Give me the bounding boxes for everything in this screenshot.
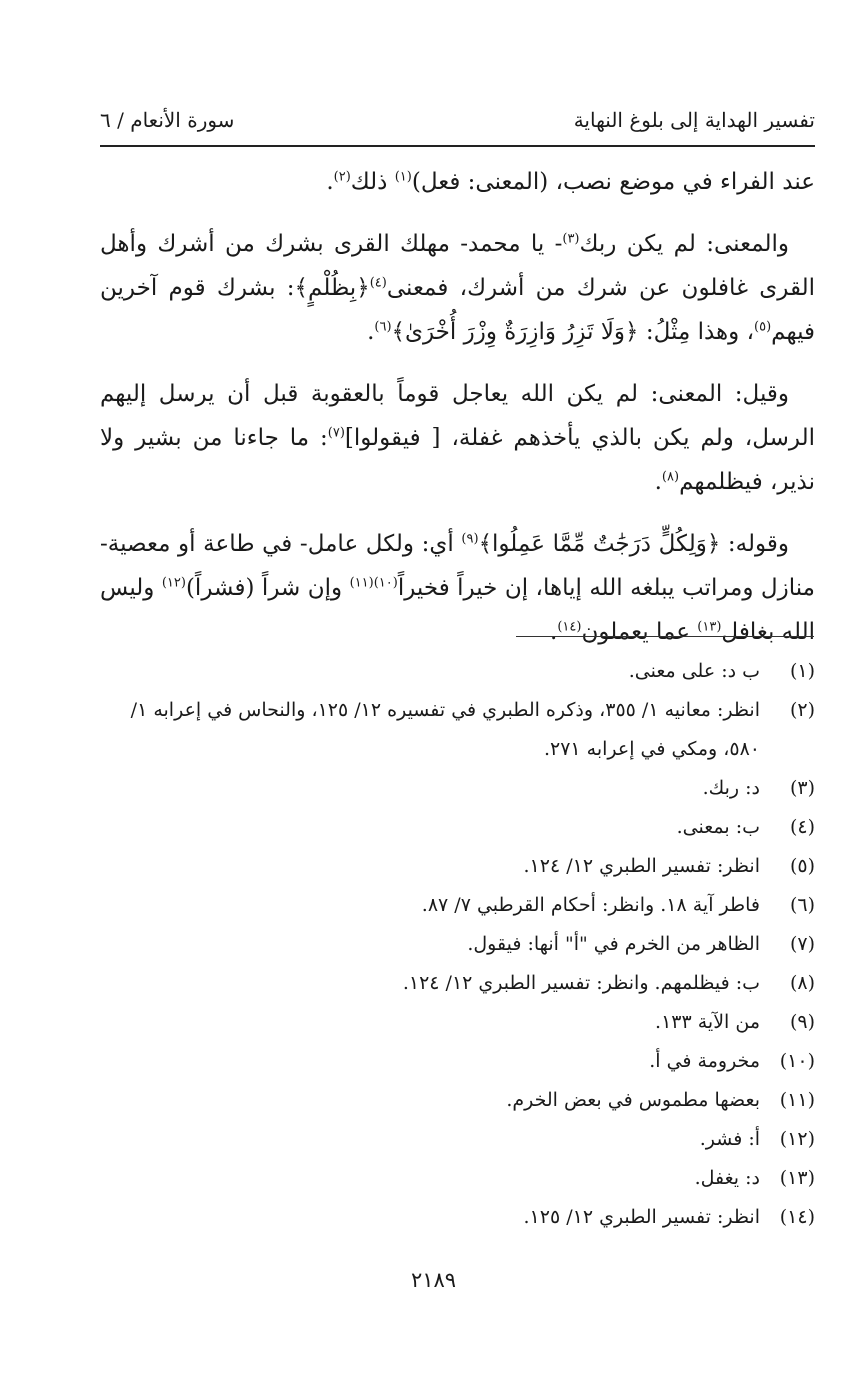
footnote-number: (١٢)	[779, 1128, 815, 1150]
footnote-number: (٤)	[789, 816, 815, 838]
running-header	[100, 100, 815, 140]
footnote	[100, 808, 815, 847]
footnote-text: انظر: تفسير الطبري ١٢/ ١٢٥.	[523, 1206, 760, 1228]
text-run: : بشرك قوم آخرين فيهم	[100, 275, 815, 345]
footnote-ref: (٤)	[369, 275, 387, 291]
footnote-ref: (٩)	[461, 531, 479, 547]
footnote-text: أ: فشر.	[699, 1128, 760, 1150]
text-run: .	[367, 319, 375, 345]
text-run: وقوله:	[720, 531, 790, 557]
text-run: عند الفراء في موضع نصب، (المعنى: فعل)	[411, 169, 815, 195]
footnote	[100, 691, 815, 769]
footnote-text: بعضها مطموس في بعض الخرم.	[506, 1089, 760, 1111]
paragraph-3	[100, 372, 815, 504]
footnote-number: (٨)	[789, 972, 815, 994]
footnote	[100, 1159, 815, 1198]
text-run: ، وهذا مِثْلُ:	[638, 319, 755, 345]
footnote-ref: (١٣)	[697, 619, 722, 635]
footnote	[100, 886, 815, 925]
footnote-text: انظر: تفسير الطبري ١٢/ ١٢٤.	[523, 855, 760, 877]
footnote-number: (١٠)	[779, 1050, 815, 1072]
footnote-ref: (٥)	[754, 319, 772, 335]
footnote	[100, 1003, 815, 1042]
footnote-ref: (١٤)	[557, 619, 582, 635]
paragraph-2	[100, 222, 815, 354]
text-run: : ما جاءنا من بشير ولا نذير، فيظلمهم	[100, 425, 815, 495]
paragraph-4	[100, 522, 815, 654]
text-run: وإن شراً (فشراً)	[185, 575, 350, 601]
footnote-text: ب: بمعنى.	[676, 816, 760, 838]
footnote	[100, 652, 815, 691]
book-title: تفسير الهداية إلى بلوغ النهاية	[573, 108, 815, 132]
footnote-separator	[516, 636, 814, 637]
footnote-text: ب د: على معنى.	[628, 660, 760, 682]
surah-reference: سورة الأنعام / ٦	[100, 108, 235, 132]
footnote-ref: (١٠)	[373, 575, 398, 591]
footnote	[100, 1042, 815, 1081]
footnote-number: (١٣)	[779, 1167, 815, 1189]
quran-quote: ﴿وَلِكُلٍّ دَرَجَٰتٌ مِّمَّا عَمِلُوا﴾	[478, 531, 721, 557]
footnote-number: (١٤)	[779, 1206, 815, 1228]
footnote	[100, 1081, 815, 1120]
footnote-text: ب: فيظلمهم. وانظر: تفسير الطبري ١٢/ ١٢٤.	[402, 972, 760, 994]
footnote-number: (٧)	[789, 933, 815, 955]
footnote-number: (٣)	[789, 777, 815, 799]
text-run: .	[326, 169, 334, 195]
text-run: وقيل: المعنى: لم يكن الله يعاجل قوماً بالعقوبة قبل أن يرسل إليهم الرسل، ولم يكن بالذي يأخذهم غفلة، [ فيقولوا]	[100, 381, 816, 451]
text-run: .	[550, 619, 558, 645]
footnote-ref: (١٢)	[161, 575, 186, 591]
footnote-text: الظاهر من الخرم في "أ" أنها: فيقول.	[467, 933, 760, 955]
footnote-ref: (٨)	[661, 469, 680, 485]
footnote-ref: (١)	[394, 169, 412, 185]
footnote	[100, 964, 815, 1003]
footnote	[100, 925, 815, 964]
footnote-text: فاطر آية ١٨. وانظر: أحكام القرطبي ٧/ ٨٧.	[421, 894, 760, 916]
text-run: ذلك	[350, 169, 395, 195]
footnote-number: (١١)	[779, 1089, 815, 1111]
footnote-ref: (٣)	[562, 231, 580, 247]
footnote-ref: (٢)	[333, 169, 351, 185]
quran-quote: ﴿بِظُلْمٍ﴾	[294, 275, 370, 301]
footnote-number: (٥)	[789, 855, 815, 877]
footnote-number: (٢)	[789, 699, 815, 721]
text-run: عما يعملون	[581, 619, 698, 645]
text-run: .	[654, 469, 662, 495]
text-run: والمعنى: لم يكن ربك	[579, 231, 790, 257]
quran-quote: ﴿وَلَا تَزِرُ وَازِرَةٌ وِزْرَ أُخْرَىٰ﴾	[391, 319, 639, 345]
footnote-text: انظر: معانيه ١/ ٣٥٥، وذكره الطبري في تفسيره ١٢/ ١٢٥، والنحاس في إعرابه ١/ ٥٨٠، ومكي في إعرابه ٢٧١.	[130, 699, 760, 760]
footnote-number: (١)	[789, 660, 815, 682]
footnote	[100, 1120, 815, 1159]
footnote	[100, 769, 815, 808]
footnote-ref: (١١)	[349, 575, 374, 591]
header-rule	[100, 145, 815, 147]
footnote	[100, 1198, 815, 1237]
page-number: ٢١٨٩	[410, 1268, 457, 1292]
footnote-text: مخرومة في أ.	[649, 1050, 760, 1072]
footnote-ref: (٦)	[374, 319, 392, 335]
main-text	[100, 160, 815, 672]
footnote-number: (٦)	[789, 894, 815, 916]
text-run: وليس الله بغافل	[100, 575, 815, 645]
footnote	[100, 847, 815, 886]
footnote-text: د: يغفل.	[694, 1167, 760, 1189]
footnote-text: من الآية ١٣٣.	[655, 1011, 760, 1033]
text-run: - يا محمد- مهلك القرى بشرك من أشرك وأهل القرى غافلون عن شرك من أشرك، فمعنى	[100, 231, 815, 301]
footnote-ref: (٧)	[327, 425, 345, 441]
footnote-number: (٩)	[789, 1011, 815, 1033]
text-run: أي: ولكل عامل- في طاعة أو معصية- منازل ومراتب يبلغه الله إياها، إن خيراً فخيراً	[100, 531, 815, 601]
paragraph-1	[100, 160, 815, 204]
footnotes	[100, 652, 815, 1237]
footnote-text: د: ربك.	[702, 777, 760, 799]
